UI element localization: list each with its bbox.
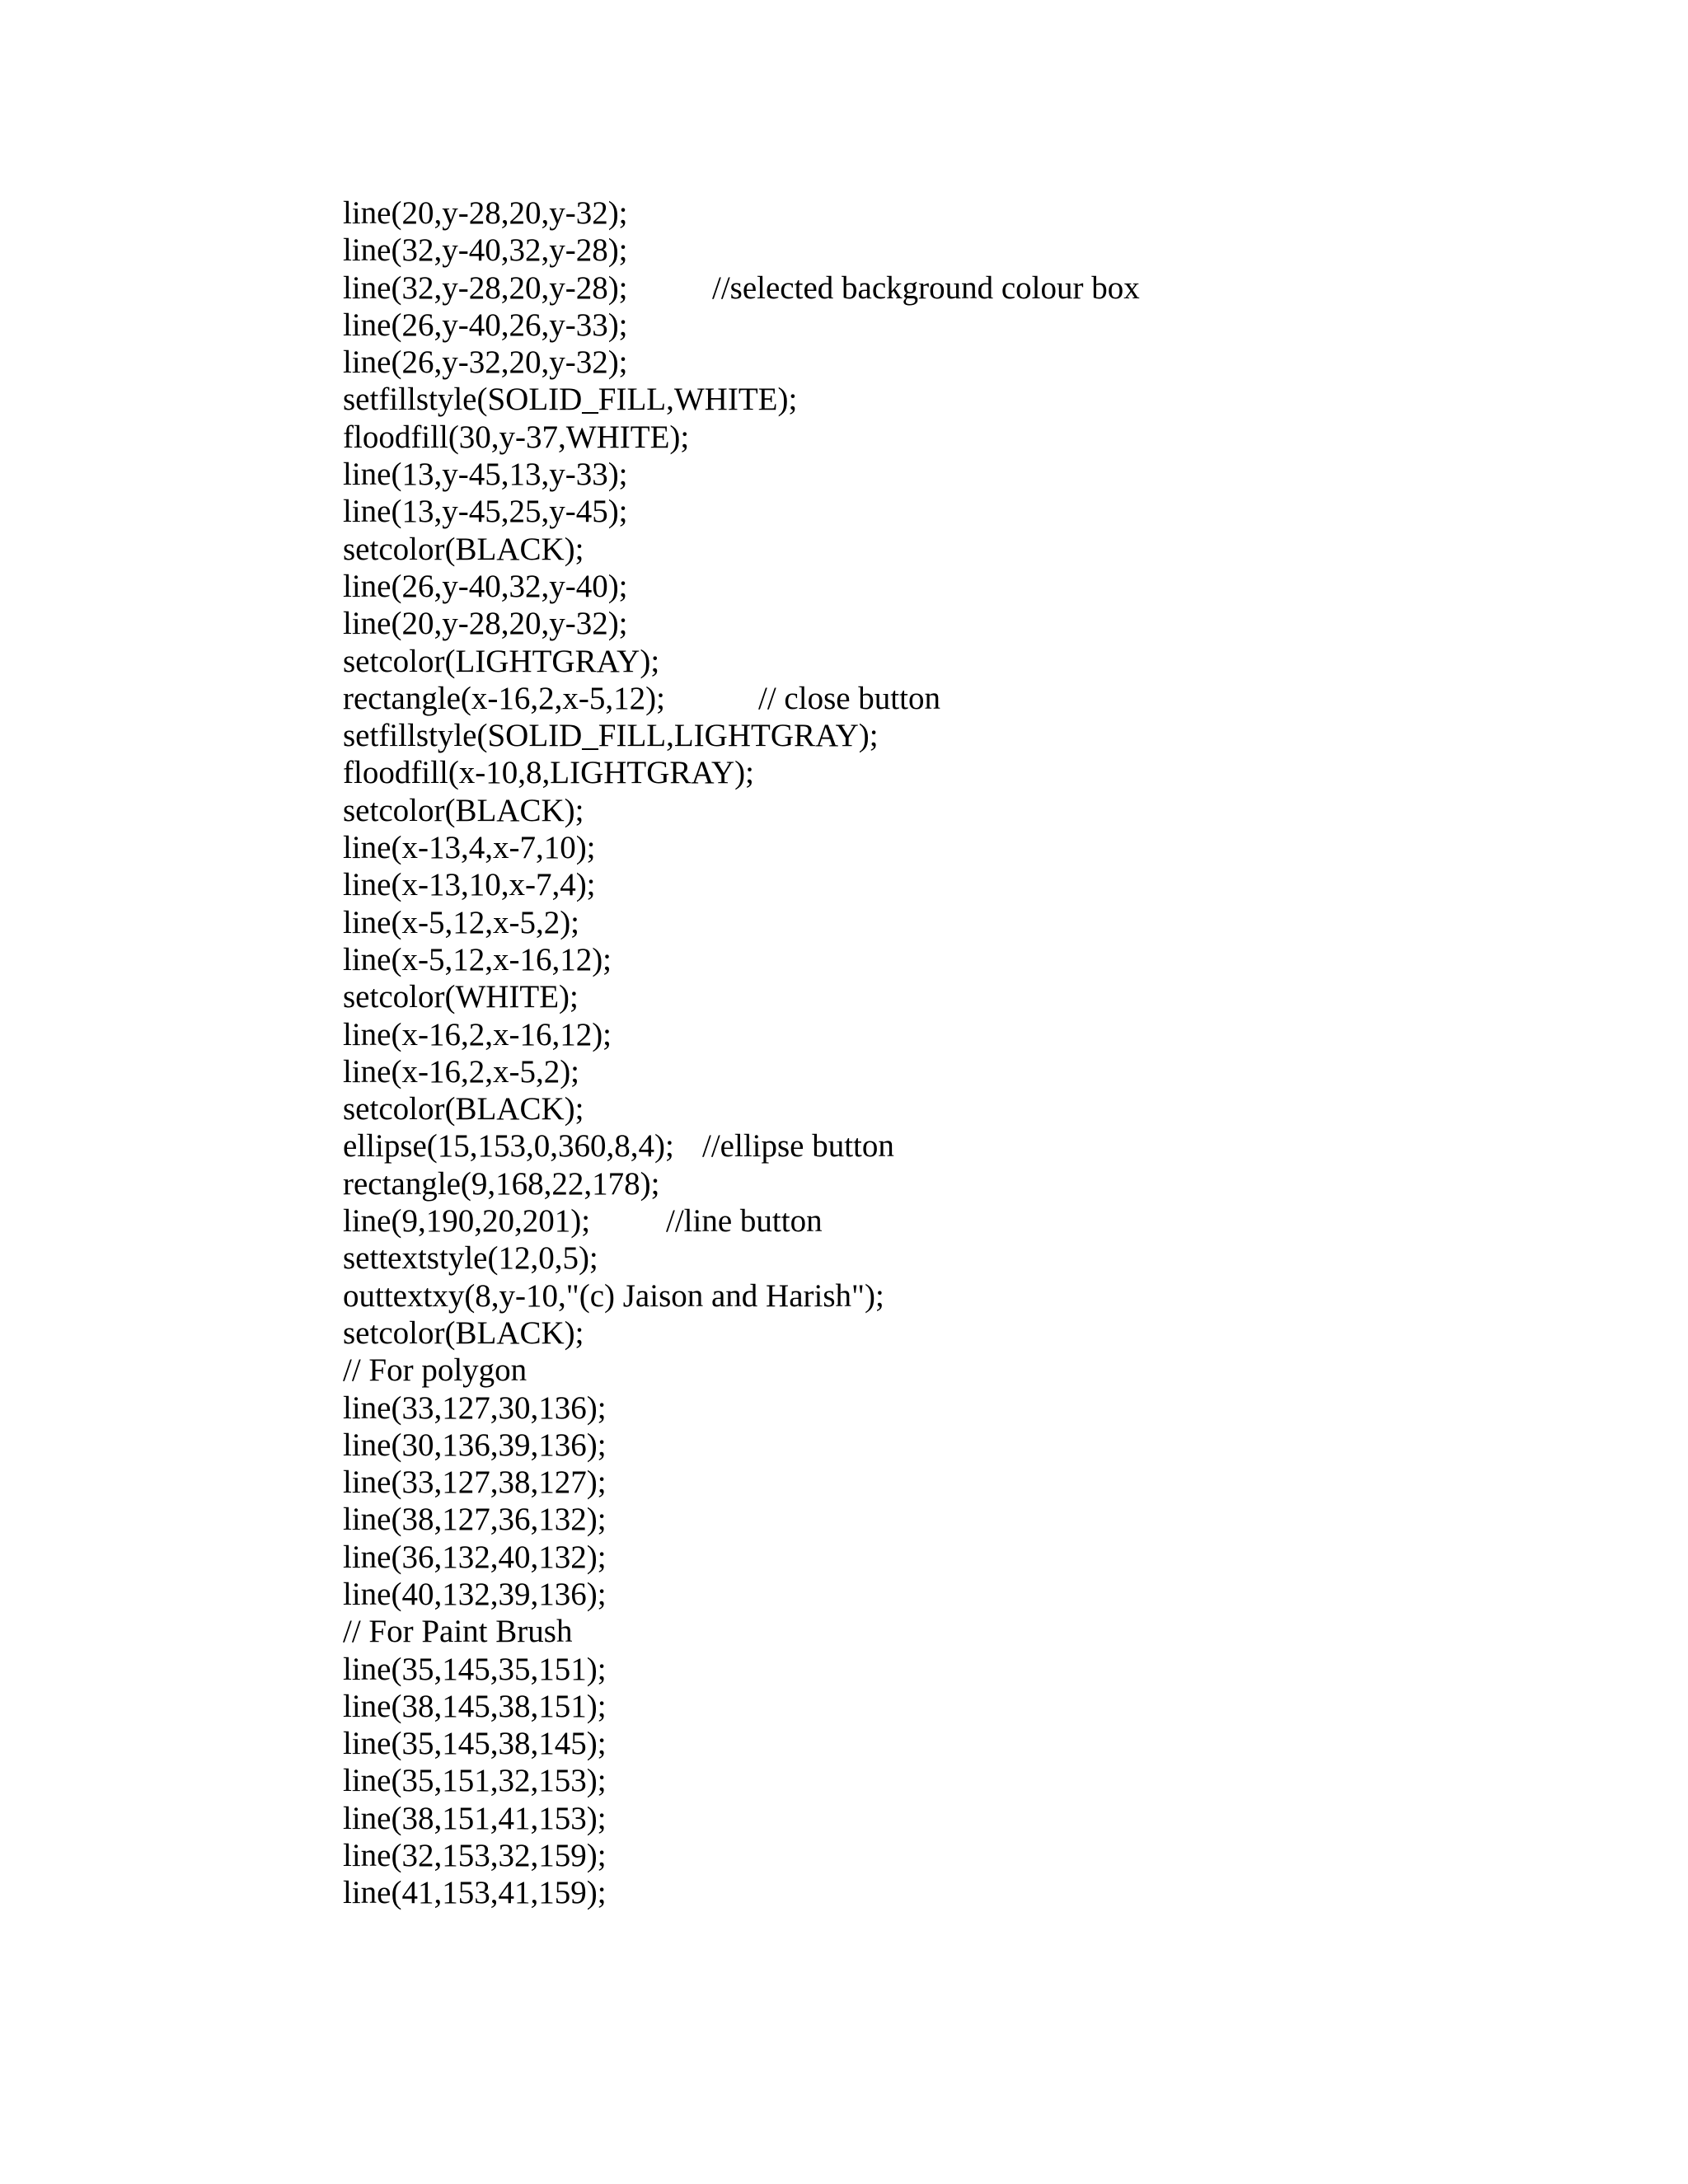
code-statement: line(26,y-40,32,y-40); bbox=[343, 568, 628, 604]
code-line bbox=[343, 1090, 1497, 1127]
code-line bbox=[343, 680, 1497, 717]
code-line bbox=[343, 605, 1497, 642]
code-line bbox=[343, 1127, 1497, 1165]
code-statement: line(13,y-45,13,y-33); bbox=[343, 457, 628, 493]
code-line bbox=[343, 1651, 1497, 1688]
code-line bbox=[343, 1464, 1497, 1501]
code-line bbox=[343, 1053, 1497, 1090]
code-statement: outtextxy(8,y-10,"(c) Jaison and Harish"); bbox=[343, 1277, 884, 1314]
code-comment: //ellipse button bbox=[702, 1128, 894, 1165]
code-statement: line(30,136,39,136); bbox=[343, 1427, 607, 1463]
code-statement: line(36,132,40,132); bbox=[343, 1539, 607, 1575]
code-statement: rectangle(x-16,2,x-5,12); bbox=[343, 680, 665, 716]
code-line bbox=[343, 568, 1497, 605]
code-line bbox=[343, 978, 1497, 1015]
code-line bbox=[343, 717, 1497, 754]
code-statement: floodfill(30,y-37,WHITE); bbox=[343, 419, 690, 455]
code-statement: setcolor(BLACK); bbox=[343, 1315, 584, 1351]
code-statement: line(38,151,41,153); bbox=[343, 1800, 607, 1836]
code-comment: //selected background colour box bbox=[712, 269, 1140, 306]
code-line bbox=[343, 1390, 1497, 1427]
code-statement: line(9,190,20,201); bbox=[343, 1203, 591, 1240]
code-statement: line(x-13,4,x-7,10); bbox=[343, 830, 596, 866]
code-line bbox=[343, 232, 1497, 269]
code-line bbox=[343, 754, 1497, 791]
code-statement: line(35,151,32,153); bbox=[343, 1763, 607, 1799]
code-line bbox=[343, 269, 1497, 307]
code-statement: line(26,y-40,26,y-33); bbox=[343, 307, 628, 343]
code-statement: line(26,y-32,20,y-32); bbox=[343, 344, 628, 381]
code-line bbox=[343, 1874, 1497, 1911]
code-line bbox=[343, 643, 1497, 680]
code-statement: setcolor(BLACK); bbox=[343, 792, 584, 828]
code-statement: setcolor(BLACK); bbox=[343, 1091, 584, 1127]
code-statement: setfillstyle(SOLID_FILL,LIGHTGRAY); bbox=[343, 718, 879, 754]
code-comment: //line button bbox=[666, 1203, 823, 1240]
code-line bbox=[343, 1539, 1497, 1576]
code-statement: line(x-5,12,x-5,2); bbox=[343, 904, 580, 940]
code-line bbox=[343, 1501, 1497, 1538]
code-line bbox=[343, 307, 1497, 344]
code-statement: line(38,127,36,132); bbox=[343, 1502, 607, 1538]
code-statement: line(x-5,12,x-16,12); bbox=[343, 941, 612, 977]
code-statement: ellipse(15,153,0,360,8,4); bbox=[343, 1128, 674, 1165]
code-statement: line(32,153,32,159); bbox=[343, 1838, 607, 1874]
code-listing bbox=[343, 194, 1497, 1912]
code-statement: setcolor(BLACK); bbox=[343, 531, 584, 567]
code-line bbox=[343, 904, 1497, 941]
code-statement: line(38,145,38,151); bbox=[343, 1688, 607, 1724]
code-statement: line(40,132,39,136); bbox=[343, 1576, 607, 1612]
code-statement: setcolor(WHITE); bbox=[343, 979, 579, 1015]
code-statement: // For Paint Brush bbox=[343, 1614, 573, 1650]
code-line bbox=[343, 829, 1497, 866]
code-comment: // close button bbox=[758, 680, 940, 716]
code-statement: line(33,127,38,127); bbox=[343, 1465, 607, 1501]
code-statement: line(20,y-28,20,y-32); bbox=[343, 195, 628, 231]
code-line bbox=[343, 1576, 1497, 1613]
code-line bbox=[343, 381, 1497, 418]
code-line bbox=[343, 792, 1497, 829]
code-statement: line(20,y-28,20,y-32); bbox=[343, 606, 628, 642]
code-statement: line(x-13,10,x-7,4); bbox=[343, 867, 596, 903]
code-line bbox=[343, 344, 1497, 381]
code-line bbox=[343, 1688, 1497, 1725]
code-statement: line(32,y-40,32,y-28); bbox=[343, 232, 628, 269]
code-statement: // For polygon bbox=[343, 1352, 528, 1389]
code-line bbox=[343, 1315, 1497, 1352]
code-line bbox=[343, 1725, 1497, 1762]
code-statement: line(32,y-28,20,y-28); bbox=[343, 269, 628, 306]
code-statement: setcolor(LIGHTGRAY); bbox=[343, 643, 660, 679]
code-line bbox=[343, 1165, 1497, 1202]
code-statement: line(35,145,38,145); bbox=[343, 1726, 607, 1762]
code-line bbox=[343, 531, 1497, 568]
code-line bbox=[343, 1202, 1497, 1240]
code-line bbox=[343, 1613, 1497, 1650]
code-statement: line(41,153,41,159); bbox=[343, 1875, 607, 1911]
code-line bbox=[343, 493, 1497, 530]
code-line bbox=[343, 1277, 1497, 1315]
code-line bbox=[343, 456, 1497, 493]
code-statement: line(13,y-45,25,y-45); bbox=[343, 494, 628, 530]
code-statement: line(33,127,30,136); bbox=[343, 1390, 607, 1426]
code-line bbox=[343, 866, 1497, 903]
code-statement: line(35,145,35,151); bbox=[343, 1651, 607, 1687]
code-line bbox=[343, 1427, 1497, 1464]
code-statement: rectangle(9,168,22,178); bbox=[343, 1165, 660, 1202]
code-line bbox=[343, 1240, 1497, 1277]
code-statement: floodfill(x-10,8,LIGHTGRAY); bbox=[343, 755, 755, 791]
code-line bbox=[343, 1800, 1497, 1837]
code-statement: line(x-16,2,x-16,12); bbox=[343, 1016, 612, 1052]
code-line bbox=[343, 1762, 1497, 1799]
code-line bbox=[343, 194, 1497, 232]
code-line bbox=[343, 419, 1497, 456]
code-line bbox=[343, 1837, 1497, 1874]
code-statement: setfillstyle(SOLID_FILL,WHITE); bbox=[343, 382, 798, 418]
code-line bbox=[343, 941, 1497, 978]
code-statement: settextstyle(12,0,5); bbox=[343, 1240, 598, 1277]
code-line bbox=[343, 1352, 1497, 1389]
code-statement: line(x-16,2,x-5,2); bbox=[343, 1053, 580, 1090]
code-line bbox=[343, 1016, 1497, 1053]
